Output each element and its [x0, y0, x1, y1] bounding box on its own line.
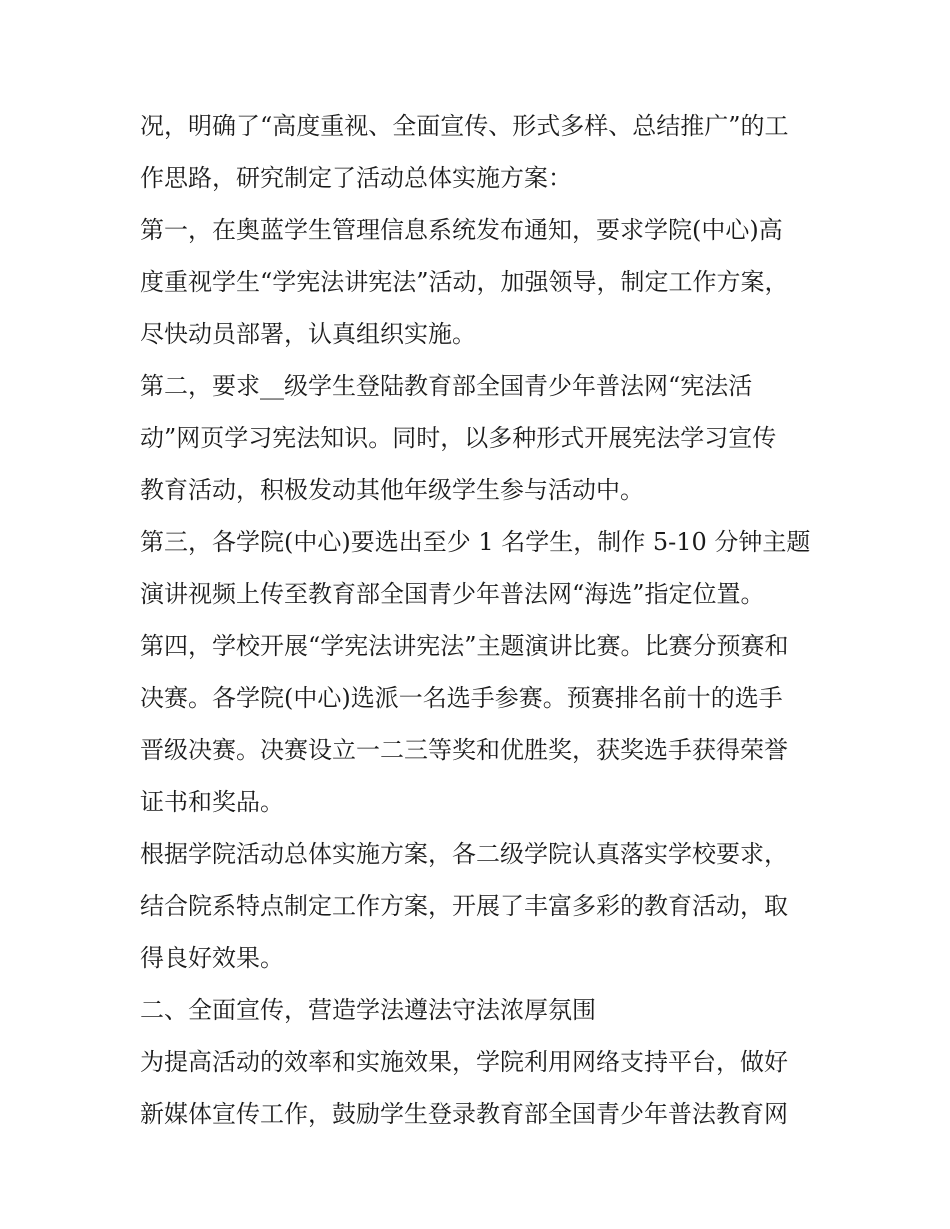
text-line: 演讲视频上传至教育部全国青少年普法网“海选”指定位置。: [140, 580, 765, 608]
section-heading: 二、全面宣传，营造学法遵法守法浓厚氛围: [140, 996, 596, 1024]
text-line: 证书和奖品。: [140, 788, 284, 816]
text-line: 度重视学生“学宪法讲宪法”活动，加强领导，制定工作方案，: [140, 268, 789, 296]
text-line: 晋级决赛。决赛设立一二三等奖和优胜奖，获奖选手获得荣誉: [140, 736, 788, 764]
text-line: 结合院系特点制定工作方案，开展了丰富多彩的教育活动，取: [140, 892, 788, 920]
text-line: 第一，在奥蓝学生管理信息系统发布通知，要求学院(中心)高: [140, 216, 783, 244]
text-line: 第四，学校开展“学宪法讲宪法”主题演讲比赛。比赛分预赛和: [140, 632, 789, 660]
text-line: 作思路，研究制定了活动总体实施方案：: [140, 164, 572, 192]
text-line: 为提高活动的效率和实施效果，学院利用网络支持平台，做好: [140, 1048, 788, 1076]
text-line: 根据学院活动总体实施方案，各二级学院认真落实学校要求，: [140, 840, 788, 868]
text-line: 第三，各学院(中心)要选出至少 1 名学生，制作 5-10 分钟主题: [140, 528, 811, 556]
text-line: 决赛。各学院(中心)选派一名选手参赛。预赛排名前十的选手: [140, 684, 783, 712]
text-line: 第二，要求__级学生登陆教育部全国青少年普法网“宪法活: [140, 372, 753, 400]
text-line: 新媒体宣传工作，鼓励学生登录教育部全国青少年普法教育网: [140, 1100, 788, 1128]
text-line: 动”网页学习宪法知识。同时，以多种形式开展宪法学习宣传: [140, 424, 777, 452]
text-line: 教育活动，积极发动其他年级学生参与活动中。: [140, 476, 644, 504]
body-text: [140, 105, 820, 1145]
text-line: 尽快动员部署，认真组织实施。: [140, 320, 476, 348]
text-line: 况，明确了“高度重视、全面宣传、形式多样、总结推广”的工: [140, 112, 789, 140]
text-line: 得良好效果。: [140, 944, 284, 972]
